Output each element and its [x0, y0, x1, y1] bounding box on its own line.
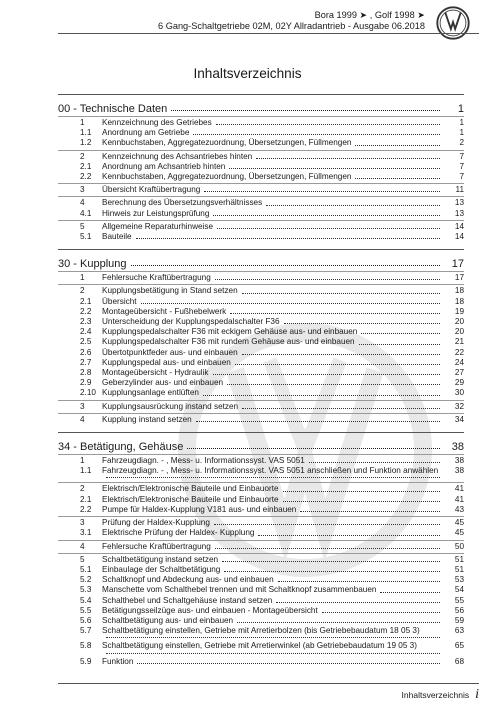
- section-heading[interactable]: [58, 433, 464, 453]
- entry-number: 2.10: [80, 388, 96, 398]
- dot-leader: [242, 292, 440, 294]
- entry-number: 2.8: [80, 368, 92, 378]
- entry-title: Anordnung am Getriebe: [102, 128, 190, 138]
- dot-leader: [355, 177, 440, 179]
- toc-entry[interactable]: [58, 413, 464, 425]
- dot-leader: [106, 636, 440, 638]
- entry-page-number: 20: [454, 317, 464, 327]
- toc-entry[interactable]: [58, 657, 464, 667]
- entry-number: 2.6: [80, 347, 92, 357]
- section-page-number: 17: [451, 258, 464, 271]
- toc-entry[interactable]: [58, 284, 464, 296]
- entry-title: Schaltbetätigung einstellen, Getriebe mit Arretierwinkel (ab Getriebebaudatum 19 05 3): [102, 641, 417, 651]
- entry-number: 5: [80, 554, 85, 564]
- entry-page-number: 41: [454, 484, 464, 494]
- entry-title: Kupplung instand setzen: [102, 414, 192, 424]
- entry-page-number: 18: [454, 286, 464, 296]
- entry-number: 2.2: [80, 306, 92, 316]
- dot-leader: [131, 264, 441, 266]
- toc-entry[interactable]: [58, 116, 464, 128]
- vehicle-models: Bora 1999 ➤ , Golf 1998 ➤: [314, 10, 425, 20]
- entry-title: Pumpe für Haldex-Kupplung V181 aus- und einbauen: [102, 504, 297, 514]
- toc-entry[interactable]: [58, 616, 464, 626]
- toc-entry[interactable]: [58, 307, 464, 317]
- section-page-number: 1: [457, 103, 464, 115]
- entry-page-number: 14: [454, 232, 464, 242]
- toc-entry[interactable]: [58, 516, 464, 528]
- entry-title: Übersicht: [102, 296, 137, 306]
- dot-leader: [300, 510, 440, 512]
- toc-entry[interactable]: [58, 626, 464, 636]
- dot-leader: [215, 278, 440, 280]
- entry-page-number: 51: [454, 564, 464, 574]
- toc-entry[interactable]: [58, 183, 464, 195]
- entry-number: 1.1: [80, 466, 92, 476]
- entry-number: 2.1: [80, 494, 92, 504]
- entry-title: Einbaulage der Schaltbetätigung: [102, 564, 221, 574]
- section-heading[interactable]: [58, 250, 464, 270]
- dot-leader: [309, 461, 440, 463]
- entry-page-number: 38: [454, 456, 464, 466]
- dot-leader: [242, 353, 440, 355]
- toc-entry[interactable]: [58, 528, 464, 538]
- toc-entry[interactable]: [58, 505, 464, 515]
- entry-number: 5.4: [80, 595, 92, 605]
- dot-leader: [235, 363, 440, 365]
- entry-page-number: 51: [454, 554, 464, 564]
- dot-leader: [230, 312, 440, 314]
- dot-leader: [224, 570, 440, 572]
- entry-number: 5.7: [80, 626, 92, 636]
- toc-entry[interactable]: [58, 606, 464, 616]
- toc-entry[interactable]: [58, 150, 464, 162]
- toc-entry[interactable]: [58, 495, 464, 505]
- toc-entry[interactable]: [58, 358, 464, 368]
- dot-leader: [215, 547, 440, 549]
- entry-page-number: 13: [454, 208, 464, 218]
- entry-number: 5.6: [80, 615, 92, 625]
- toc-entry[interactable]: [58, 454, 464, 466]
- entry-page-number: 18: [454, 296, 464, 306]
- entry-page-number: 22: [454, 347, 464, 357]
- entry-number: 4: [80, 414, 85, 424]
- entry-page-number: 45: [454, 518, 464, 528]
- toc-entry[interactable]: [58, 596, 464, 606]
- toc-entry[interactable]: [58, 553, 464, 565]
- entry-page-number: 38: [454, 466, 464, 476]
- dot-leader: [203, 394, 440, 396]
- toc-entry[interactable]: [58, 565, 464, 575]
- entry-number: 5.2: [80, 575, 92, 585]
- entry-page-number: 20: [454, 327, 464, 337]
- entry-page-number: 34: [454, 414, 464, 424]
- entry-number: 5: [80, 221, 85, 231]
- dot-leader: [193, 133, 440, 135]
- page-header: [0, 0, 495, 60]
- entry-page-number: 14: [454, 221, 464, 231]
- toc-entry[interactable]: [58, 575, 464, 585]
- toc-entry[interactable]: [58, 348, 464, 358]
- entry-number: 5.1: [80, 564, 92, 574]
- header-rule: [58, 33, 479, 34]
- dot-leader: [242, 407, 440, 409]
- footer-title: Inhaltsverzeichnis: [401, 690, 470, 700]
- entry-number: 1: [80, 118, 85, 127]
- toc-section: [58, 432, 464, 667]
- toc-entry[interactable]: [58, 368, 464, 378]
- dot-leader: [258, 534, 440, 536]
- entry-title: Anordnung am Achsantrieb hinten: [102, 161, 226, 171]
- entry-page-number: 21: [454, 337, 464, 347]
- section-heading[interactable]: [58, 95, 464, 115]
- entry-number: 1: [80, 456, 85, 466]
- entry-number: 1.1: [80, 128, 92, 138]
- toc-entry[interactable]: [58, 271, 464, 283]
- section-title: 30 - Kupplung: [58, 258, 127, 271]
- entry-title: Kennbuchstaben, Aggregatezuordnung, Übersetzungen, Füllmengen: [102, 172, 352, 182]
- entry-title: Kupplungsbetätigung in Stand setzen: [102, 286, 238, 296]
- dot-leader: [359, 343, 440, 345]
- entry-number: 2.2: [80, 504, 92, 514]
- entry-number: 2: [80, 484, 85, 494]
- entry-title: Übersicht Kraftübertragung: [102, 185, 201, 195]
- entry-number: 2.5: [80, 337, 92, 347]
- dot-leader: [136, 237, 440, 239]
- entry-page-number: 59: [454, 615, 464, 625]
- dot-leader: [322, 611, 440, 613]
- toc-section: [58, 94, 464, 242]
- entry-page-number: 1: [459, 118, 464, 127]
- dot-leader: [266, 204, 440, 206]
- dot-leader: [216, 123, 440, 125]
- toc-entry[interactable]: [58, 585, 464, 595]
- table-of-contents: [58, 94, 464, 667]
- toc-entry[interactable]: [58, 220, 464, 232]
- toc-section: [58, 249, 464, 425]
- entry-page-number: 50: [454, 541, 464, 551]
- entry-title: Kupplungspedalschalter F36 mit eckigem Gehäuse aus- und einbauen: [102, 327, 358, 337]
- toc-entry[interactable]: [58, 388, 464, 398]
- entry-title: Kupplungsanlage entlüften: [102, 388, 199, 398]
- entry-title: Schaltbetätigung instand setzen: [102, 554, 219, 564]
- entry-title: Elektrische Prüfung der Haldex- Kupplung: [102, 528, 255, 538]
- entry-page-number: 56: [454, 605, 464, 615]
- entry-title: Montageübersicht - Fußhebelwerk: [102, 306, 227, 316]
- toc-entry[interactable]: [58, 172, 464, 182]
- entry-number: 2: [80, 286, 85, 296]
- dot-leader: [217, 227, 440, 229]
- entry-number: 2.9: [80, 378, 92, 388]
- toc-entry[interactable]: [58, 337, 464, 347]
- section-page-number: 38: [451, 441, 464, 454]
- toc-entry[interactable]: [58, 317, 464, 327]
- dot-leader: [171, 109, 440, 111]
- entry-title: Montageübersicht - Hydraulik: [102, 368, 209, 378]
- entry-title: Schaltknopf und Abdeckung aus- und einbauen: [102, 575, 274, 585]
- toc-entry[interactable]: [58, 162, 464, 172]
- entry-number: 2.2: [80, 172, 92, 182]
- entry-title: Bauteile: [102, 232, 132, 242]
- entry-title: Schalthebel und Schaltgehäuse instand setzen: [102, 595, 273, 605]
- manual-subtitle: 6 Gang-Schaltgetriebe 02M, 02Y Allradantrieb - Ausgabe 06.2018: [158, 21, 425, 31]
- entry-title: Fahrzeugdiagn. - , Mess- u. Informationssyst. VAS 5051 anschließen und Funktion anwählen: [102, 466, 439, 476]
- entry-title: Allgemeine Reparaturhinweise: [102, 221, 214, 231]
- toc-entry[interactable]: [58, 138, 464, 148]
- dot-leader: [214, 523, 440, 525]
- entry-number: 5.9: [80, 656, 92, 666]
- entry-title: Elektrisch/Elektronische Bauteile und Einbauorte: [102, 494, 279, 504]
- entry-page-number: 13: [454, 198, 464, 208]
- entry-number: 5.1: [80, 232, 92, 242]
- entry-page-number: 1: [459, 128, 464, 138]
- entry-number: 5.3: [80, 585, 92, 595]
- entry-number: 1: [80, 273, 85, 283]
- dot-leader: [283, 490, 440, 492]
- entry-title: Berechnung des Übersetzungsverhältnisses: [102, 198, 263, 208]
- dot-leader: [237, 621, 440, 623]
- entry-page-number: 41: [454, 494, 464, 504]
- entry-title: Kennbuchstaben, Aggregatezuordnung, Übersetzungen, Füllmengen: [102, 138, 352, 148]
- dot-leader: [229, 167, 440, 169]
- dot-leader: [276, 601, 440, 603]
- entry-number: 2.1: [80, 296, 92, 306]
- entry-title: Fehlersuche Kraftübertragung: [102, 273, 211, 283]
- entry-page-number: 24: [454, 357, 464, 367]
- toc-entry[interactable]: [58, 466, 464, 476]
- section-title: 34 - Betätigung, Gehäuse: [58, 441, 184, 454]
- toc-entry[interactable]: [58, 297, 464, 307]
- entry-title: Manschette vom Schalthebel trennen und mit Schaltknopf zusammenbauen: [102, 585, 377, 595]
- dot-leader: [380, 591, 440, 593]
- entry-title: Kupplungsausrückung instand setzen: [102, 401, 239, 411]
- entry-page-number: 32: [454, 401, 464, 411]
- dot-leader: [278, 580, 440, 582]
- entry-page-number: 65: [454, 641, 464, 651]
- page-footer: [402, 687, 479, 703]
- toc-entry[interactable]: [58, 209, 464, 219]
- footer-rule: [58, 683, 479, 684]
- entry-leader-line: [58, 476, 464, 481]
- entry-number: 5.5: [80, 605, 92, 615]
- entry-number: 2.4: [80, 327, 92, 337]
- dot-leader: [106, 652, 440, 654]
- dot-leader: [256, 157, 440, 159]
- toc-entry[interactable]: [58, 482, 464, 494]
- entry-page-number: 63: [454, 626, 464, 636]
- entry-page-number: 53: [454, 575, 464, 585]
- entry-number: 4.1: [80, 208, 92, 218]
- page-title: Inhaltsverzeichnis: [193, 66, 302, 81]
- entry-page-number: 11: [455, 185, 464, 195]
- toc-entry[interactable]: [58, 196, 464, 208]
- entry-page-number: 45: [454, 528, 464, 538]
- entry-title: Kupplungspedal aus- und einbauen: [102, 357, 231, 367]
- entry-page-number: 30: [454, 388, 464, 398]
- entry-title: Kennzeichnung des Getriebes: [102, 118, 212, 127]
- entry-title: Fehlersuche Kraftübertragung: [102, 541, 211, 551]
- entry-number: 3: [80, 185, 85, 195]
- toc-entry[interactable]: [58, 128, 464, 138]
- dot-leader: [361, 332, 440, 334]
- entry-title: Schaltbetätigung einstellen, Getriebe mit Arretierbolzen (bis Getriebebaudatum 18 05 3): [102, 626, 420, 636]
- entry-number: 5.8: [80, 641, 92, 651]
- entry-page-number: 43: [454, 504, 464, 514]
- vw-logo-icon: [436, 6, 470, 40]
- toc-entry[interactable]: [58, 327, 464, 337]
- section-title: 00 - Technische Daten: [58, 103, 168, 115]
- entry-title: Elektrisch/Elektronische Bauteile und Einbauorte: [102, 484, 279, 494]
- entry-title: Kennzeichnung des Achsantriebes hinten: [102, 151, 253, 161]
- entry-page-number: 19: [454, 306, 464, 316]
- entry-title: Unterscheidung der Kupplungspedalschalter F36: [102, 317, 280, 327]
- entry-title: Kupplungspedalschalter F36 mit rundem Gehäuse aus- und einbauen: [102, 337, 355, 347]
- toc-entry[interactable]: [58, 232, 464, 242]
- dot-leader: [196, 420, 440, 422]
- dot-leader: [213, 373, 441, 375]
- entry-page-number: 7: [459, 172, 464, 182]
- dot-leader: [204, 190, 440, 192]
- dot-leader: [222, 560, 440, 562]
- entry-number: 2.1: [80, 161, 92, 171]
- entry-page-number: 29: [454, 378, 464, 388]
- dot-leader: [106, 476, 440, 478]
- entry-number: 2: [80, 151, 85, 161]
- dot-leader: [284, 322, 440, 324]
- entry-page-number: 17: [454, 273, 464, 283]
- entry-number: 3.1: [80, 528, 92, 538]
- entry-number: 1.2: [80, 138, 92, 148]
- entry-number: 3: [80, 518, 85, 528]
- entry-title: Geberzylinder aus- und einbauen: [102, 378, 224, 388]
- entry-title: Fahrzeugdiagn. - , Mess- u. Informationssyst. VAS 5051: [102, 456, 305, 466]
- entry-number: 4: [80, 541, 85, 551]
- dot-leader: [141, 302, 440, 304]
- toc-entry[interactable]: [58, 400, 464, 412]
- entry-page-number: 2: [459, 138, 464, 148]
- entry-number: 2.3: [80, 317, 92, 327]
- entry-page-number: 68: [454, 656, 464, 666]
- entry-title: Prüfung der Haldex-Kupplung: [102, 518, 210, 528]
- dot-leader: [355, 144, 440, 146]
- entry-page-number: 7: [459, 161, 464, 171]
- entry-number: 2.7: [80, 357, 92, 367]
- dot-leader: [187, 447, 440, 449]
- entry-title: Übertotpunktfeder aus- und einbauen: [102, 347, 238, 357]
- entry-title: Schaltbetätigung aus- und einbauen: [102, 615, 234, 625]
- footer-page-number: i: [475, 687, 479, 702]
- dot-leader: [213, 214, 440, 216]
- entry-page-number: 7: [459, 151, 464, 161]
- entry-title: Hinweis zur Leistungsprüfung: [102, 208, 210, 218]
- entry-page-number: 54: [454, 585, 464, 595]
- entry-page-number: 27: [454, 368, 464, 378]
- toc-entry[interactable]: [58, 641, 464, 651]
- entry-title: Betätigungsseilzüge aus- und einbauen - Montageübersicht: [102, 605, 318, 615]
- dot-leader: [283, 500, 440, 502]
- dot-leader: [227, 383, 440, 385]
- toc-entry[interactable]: [58, 540, 464, 552]
- entry-title: Funktion: [102, 656, 134, 666]
- entry-number: 4: [80, 198, 85, 208]
- toc-entry[interactable]: [58, 378, 464, 388]
- entry-number: 3: [80, 401, 85, 411]
- dot-leader: [137, 662, 440, 664]
- entry-page-number: 55: [454, 595, 464, 605]
